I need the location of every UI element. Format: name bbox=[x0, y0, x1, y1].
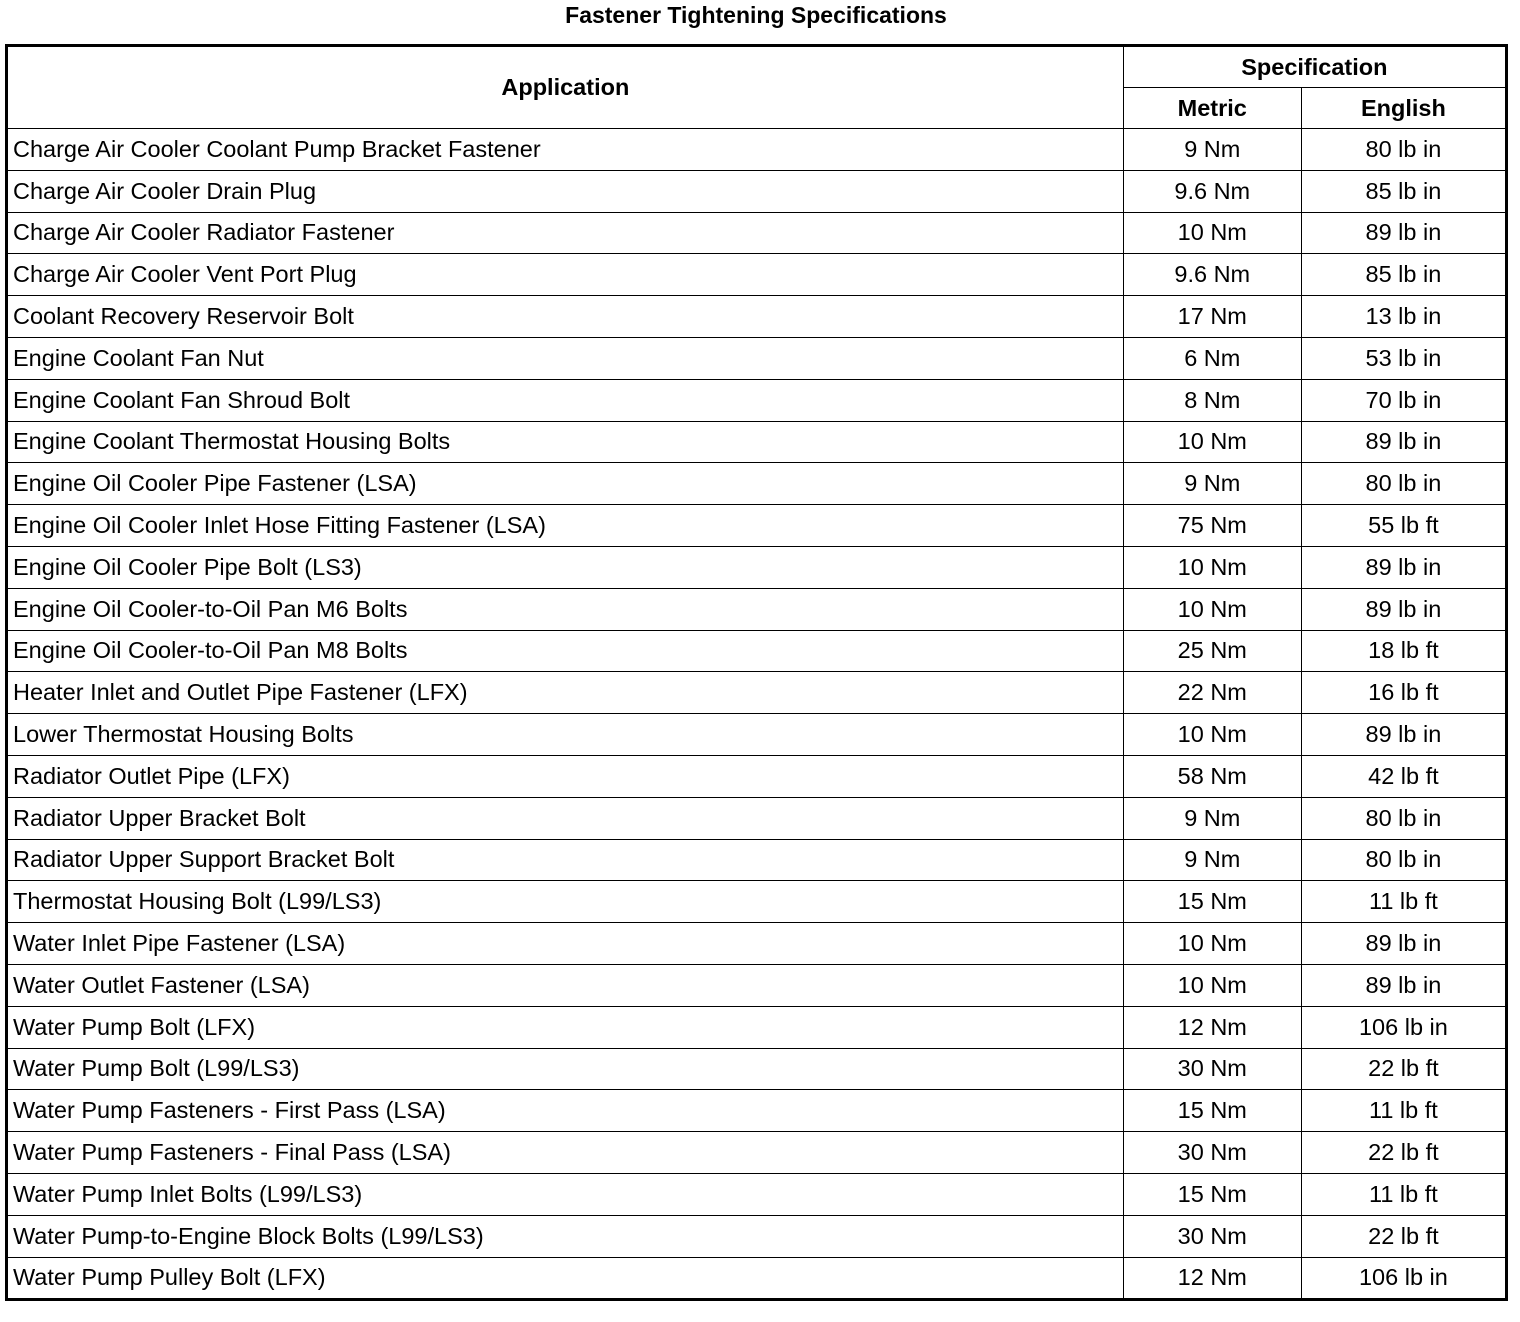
metric-cell: 9.6 Nm bbox=[1123, 254, 1301, 296]
table-row bbox=[7, 1257, 1507, 1300]
table-row bbox=[7, 254, 1507, 296]
application-cell: Water Outlet Fastener (LSA) bbox=[7, 964, 1124, 1006]
table-row bbox=[7, 923, 1507, 965]
application-cell: Charge Air Cooler Radiator Fastener bbox=[7, 212, 1124, 254]
english-cell: 70 lb in bbox=[1301, 379, 1506, 421]
application-cell: Charge Air Cooler Vent Port Plug bbox=[7, 254, 1124, 296]
table-row bbox=[7, 1215, 1507, 1257]
metric-cell: 12 Nm bbox=[1123, 1006, 1301, 1048]
application-cell: Heater Inlet and Outlet Pipe Fastener (LFX) bbox=[7, 672, 1124, 714]
english-cell: 80 lb in bbox=[1301, 463, 1506, 505]
metric-cell: 10 Nm bbox=[1123, 588, 1301, 630]
application-cell: Engine Coolant Thermostat Housing Bolts bbox=[7, 421, 1124, 463]
table-row bbox=[7, 170, 1507, 212]
application-cell: Lower Thermostat Housing Bolts bbox=[7, 714, 1124, 756]
table-row bbox=[7, 379, 1507, 421]
english-cell: 16 lb ft bbox=[1301, 672, 1506, 714]
application-cell: Thermostat Housing Bolt (L99/LS3) bbox=[7, 881, 1124, 923]
english-cell: 22 lb ft bbox=[1301, 1048, 1506, 1090]
metric-cell: 6 Nm bbox=[1123, 337, 1301, 379]
english-cell: 89 lb in bbox=[1301, 421, 1506, 463]
application-cell: Radiator Outlet Pipe (LFX) bbox=[7, 755, 1124, 797]
english-cell: 85 lb in bbox=[1301, 254, 1506, 296]
application-cell: Engine Oil Cooler Pipe Fastener (LSA) bbox=[7, 463, 1124, 505]
metric-cell: 9 Nm bbox=[1123, 129, 1301, 171]
table-row bbox=[7, 212, 1507, 254]
english-cell: 106 lb in bbox=[1301, 1257, 1506, 1300]
english-header: English bbox=[1301, 88, 1506, 129]
metric-cell: 9.6 Nm bbox=[1123, 170, 1301, 212]
metric-cell: 58 Nm bbox=[1123, 755, 1301, 797]
metric-cell: 30 Nm bbox=[1123, 1132, 1301, 1174]
table-row bbox=[7, 296, 1507, 338]
english-cell: 80 lb in bbox=[1301, 839, 1506, 881]
metric-cell: 30 Nm bbox=[1123, 1048, 1301, 1090]
application-cell: Engine Oil Cooler Pipe Bolt (LS3) bbox=[7, 546, 1124, 588]
application-cell: Charge Air Cooler Coolant Pump Bracket Fastener bbox=[7, 129, 1124, 171]
english-cell: 18 lb ft bbox=[1301, 630, 1506, 672]
table-row bbox=[7, 1006, 1507, 1048]
english-cell: 106 lb in bbox=[1301, 1006, 1506, 1048]
metric-cell: 10 Nm bbox=[1123, 212, 1301, 254]
table-row bbox=[7, 421, 1507, 463]
application-cell: Engine Oil Cooler Inlet Hose Fitting Fastener (LSA) bbox=[7, 505, 1124, 547]
english-cell: 89 lb in bbox=[1301, 923, 1506, 965]
page-title: Fastener Tightening Specifications bbox=[565, 2, 947, 28]
specification-header: Specification bbox=[1123, 46, 1506, 88]
application-cell: Water Inlet Pipe Fastener (LSA) bbox=[7, 923, 1124, 965]
table-row bbox=[7, 964, 1507, 1006]
table-row bbox=[7, 129, 1507, 171]
application-cell: Water Pump Bolt (L99/LS3) bbox=[7, 1048, 1124, 1090]
fastener-spec-table bbox=[5, 44, 1508, 1301]
english-cell: 13 lb in bbox=[1301, 296, 1506, 338]
metric-cell: 9 Nm bbox=[1123, 463, 1301, 505]
english-cell: 22 lb ft bbox=[1301, 1215, 1506, 1257]
english-cell: 22 lb ft bbox=[1301, 1132, 1506, 1174]
table-row bbox=[7, 1173, 1507, 1215]
english-cell: 11 lb ft bbox=[1301, 881, 1506, 923]
table-row bbox=[7, 881, 1507, 923]
application-cell: Charge Air Cooler Drain Plug bbox=[7, 170, 1124, 212]
application-cell: Radiator Upper Bracket Bolt bbox=[7, 797, 1124, 839]
table-row bbox=[7, 1090, 1507, 1132]
english-cell: 89 lb in bbox=[1301, 212, 1506, 254]
english-cell: 80 lb in bbox=[1301, 797, 1506, 839]
application-cell: Radiator Upper Support Bracket Bolt bbox=[7, 839, 1124, 881]
english-cell: 89 lb in bbox=[1301, 964, 1506, 1006]
application-cell: Water Pump Fasteners - Final Pass (LSA) bbox=[7, 1132, 1124, 1174]
metric-cell: 10 Nm bbox=[1123, 923, 1301, 965]
metric-cell: 75 Nm bbox=[1123, 505, 1301, 547]
metric-cell: 17 Nm bbox=[1123, 296, 1301, 338]
metric-cell: 8 Nm bbox=[1123, 379, 1301, 421]
metric-cell: 9 Nm bbox=[1123, 797, 1301, 839]
english-cell: 80 lb in bbox=[1301, 129, 1506, 171]
metric-cell: 10 Nm bbox=[1123, 714, 1301, 756]
english-cell: 53 lb in bbox=[1301, 337, 1506, 379]
table-row bbox=[7, 755, 1507, 797]
metric-cell: 15 Nm bbox=[1123, 1090, 1301, 1132]
application-cell: Water Pump Inlet Bolts (L99/LS3) bbox=[7, 1173, 1124, 1215]
application-cell: Engine Oil Cooler-to-Oil Pan M6 Bolts bbox=[7, 588, 1124, 630]
english-cell: 55 lb ft bbox=[1301, 505, 1506, 547]
table-row bbox=[7, 463, 1507, 505]
metric-cell: 10 Nm bbox=[1123, 421, 1301, 463]
application-cell: Engine Coolant Fan Shroud Bolt bbox=[7, 379, 1124, 421]
metric-cell: 15 Nm bbox=[1123, 881, 1301, 923]
table-row bbox=[7, 797, 1507, 839]
english-cell: 42 lb ft bbox=[1301, 755, 1506, 797]
metric-cell: 22 Nm bbox=[1123, 672, 1301, 714]
application-cell: Engine Oil Cooler-to-Oil Pan M8 Bolts bbox=[7, 630, 1124, 672]
table-row bbox=[7, 505, 1507, 547]
table-row bbox=[7, 1132, 1507, 1174]
english-cell: 89 lb in bbox=[1301, 588, 1506, 630]
metric-cell: 10 Nm bbox=[1123, 546, 1301, 588]
table-row bbox=[7, 839, 1507, 881]
metric-cell: 10 Nm bbox=[1123, 964, 1301, 1006]
english-cell: 89 lb in bbox=[1301, 546, 1506, 588]
application-cell: Water Pump Fasteners - First Pass (LSA) bbox=[7, 1090, 1124, 1132]
metric-cell: 12 Nm bbox=[1123, 1257, 1301, 1300]
table-row bbox=[7, 1048, 1507, 1090]
english-cell: 89 lb in bbox=[1301, 714, 1506, 756]
application-header: Application bbox=[7, 46, 1124, 129]
application-cell: Water Pump-to-Engine Block Bolts (L99/LS3) bbox=[7, 1215, 1124, 1257]
table-row bbox=[7, 337, 1507, 379]
application-cell: Coolant Recovery Reservoir Bolt bbox=[7, 296, 1124, 338]
metric-cell: 9 Nm bbox=[1123, 839, 1301, 881]
application-cell: Engine Coolant Fan Nut bbox=[7, 337, 1124, 379]
metric-cell: 15 Nm bbox=[1123, 1173, 1301, 1215]
english-cell: 85 lb in bbox=[1301, 170, 1506, 212]
table-row bbox=[7, 546, 1507, 588]
table-row bbox=[7, 714, 1507, 756]
english-cell: 11 lb ft bbox=[1301, 1090, 1506, 1132]
metric-cell: 30 Nm bbox=[1123, 1215, 1301, 1257]
metric-cell: 25 Nm bbox=[1123, 630, 1301, 672]
metric-header: Metric bbox=[1123, 88, 1301, 129]
english-cell: 11 lb ft bbox=[1301, 1173, 1506, 1215]
table-body bbox=[7, 129, 1507, 1300]
table-header-row bbox=[7, 46, 1507, 88]
table-row bbox=[7, 672, 1507, 714]
table-row bbox=[7, 630, 1507, 672]
table-row bbox=[7, 588, 1507, 630]
application-cell: Water Pump Pulley Bolt (LFX) bbox=[7, 1257, 1124, 1300]
application-cell: Water Pump Bolt (LFX) bbox=[7, 1006, 1124, 1048]
